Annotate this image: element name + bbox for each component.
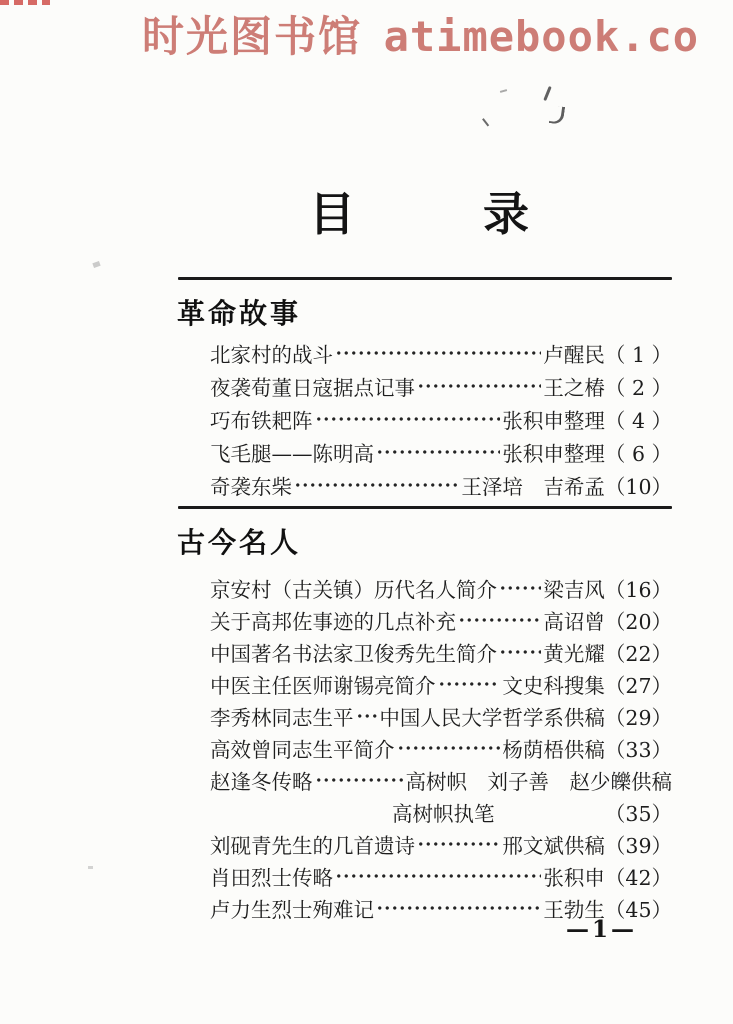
- entry-page-number: （22）: [604, 642, 672, 666]
- page-title: 目 录: [309, 187, 541, 241]
- entry-title: 夜袭荀董日寇据点记事: [210, 375, 415, 400]
- toc-entry: [210, 700, 672, 732]
- scan-noise: [549, 105, 565, 125]
- toc-entry: [210, 636, 672, 668]
- dot-leader: [356, 711, 378, 721]
- entry-author: 黄光耀: [543, 642, 605, 666]
- dot-leader: [335, 348, 541, 358]
- toc-entry: [210, 336, 672, 369]
- entry-page-number: （29）: [604, 706, 672, 730]
- continuation-text: 高树帜执笔: [392, 802, 495, 826]
- scan-noise: [88, 866, 93, 869]
- horizontal-rule: [178, 277, 672, 280]
- toc-entry-continuation: [210, 796, 672, 828]
- toc-entry: [210, 402, 672, 435]
- dot-leader: [397, 743, 501, 753]
- dot-leader: [458, 615, 541, 625]
- toc-entry: [210, 572, 672, 604]
- section-heading-famous-people: 古今名人: [177, 526, 302, 559]
- horizontal-rule: [178, 506, 672, 509]
- dot-leader: [438, 679, 501, 689]
- toc-list-section-1: [210, 336, 672, 502]
- entry-page-number: （16）: [604, 578, 672, 602]
- entry-author: 王泽培 吉希孟: [461, 475, 605, 500]
- entry-title: 中国著名书法家卫俊秀先生简介: [210, 642, 497, 666]
- scan-noise: [543, 86, 551, 101]
- toc-entry: [210, 604, 672, 636]
- entry-page-number: （ 2 ）: [604, 375, 672, 400]
- toc-entry: [210, 436, 672, 469]
- entry-author: 中国人民大学哲学系供稿: [379, 706, 605, 730]
- dot-leader: [335, 871, 541, 881]
- entry-title: 中医主任医师谢锡亮简介: [210, 674, 436, 698]
- scan-noise: [92, 261, 100, 268]
- entry-title: 卢力生烈士殉难记: [210, 898, 374, 922]
- entry-title: 李秀林同志生平: [210, 706, 354, 730]
- entry-title: 飞毛腿——陈明高: [210, 442, 374, 467]
- entry-page-number: （42）: [604, 866, 672, 890]
- entry-title: 肖田烈士传略: [210, 866, 333, 890]
- entry-author: 卢醒民: [543, 342, 605, 367]
- entry-author: 杨荫梧供稿: [502, 738, 605, 762]
- scan-noise: [482, 114, 494, 126]
- toc-entry: [210, 732, 672, 764]
- dot-leader: [499, 647, 541, 657]
- dot-leader: [417, 381, 541, 391]
- toc-list-section-2: [210, 572, 672, 924]
- entry-page-number: （ 1 ）: [604, 342, 672, 367]
- entry-page-number: （ 6 ）: [604, 442, 672, 467]
- entry-page-number: （33）: [604, 738, 672, 762]
- watermark: [142, 4, 699, 64]
- entry-page-number: （ 4 ）: [604, 408, 672, 433]
- entry-title: 巧布铁耙阵: [210, 408, 313, 433]
- section-heading-revolutionary-stories: 革命故事: [177, 297, 302, 330]
- entry-author: 梁吉风: [543, 578, 605, 602]
- entry-title: 关于高邦佐事迹的几点补充: [210, 610, 456, 634]
- toc-entry: [210, 764, 672, 796]
- red-corner-scan-mark: [0, 0, 50, 5]
- entry-author: 王之椿: [543, 375, 605, 400]
- entry-page-number: （27）: [604, 674, 672, 698]
- watermark-en-text: atimebook.co: [383, 12, 700, 61]
- entry-page-number: （20）: [604, 610, 672, 634]
- toc-entry: [210, 369, 672, 402]
- dot-leader: [499, 583, 541, 593]
- entry-author: 张积申整理: [502, 442, 605, 467]
- dot-leader: [315, 414, 501, 424]
- toc-entry: [210, 860, 672, 892]
- entry-page-number: （39）: [604, 834, 672, 858]
- toc-entry: [210, 469, 672, 502]
- entry-page-number: （10）: [604, 475, 672, 500]
- entry-title: 奇袭东柴: [210, 475, 292, 500]
- entry-author: 王勃生: [543, 898, 605, 922]
- entry-title: 赵逢冬传略: [210, 770, 313, 794]
- entry-title: 高效曾同志生平简介: [210, 738, 395, 762]
- entry-author: 邢文斌供稿: [502, 834, 605, 858]
- dot-leader: [417, 839, 500, 849]
- scan-noise: [500, 89, 507, 93]
- entry-author: 张积申: [543, 866, 605, 890]
- dot-leader: [376, 447, 500, 457]
- footer-page-number: —1—: [566, 916, 638, 943]
- dot-leader: [376, 903, 541, 913]
- entry-title: 北家村的战斗: [210, 342, 333, 367]
- toc-entry: [210, 668, 672, 700]
- entry-author: 高诏曾: [543, 610, 605, 634]
- dot-leader: [315, 775, 404, 785]
- entry-title: 京安村（古关镇）历代名人简介: [210, 578, 497, 602]
- entry-page-number: （35）: [604, 802, 672, 826]
- watermark-cn-text: 时光图书馆: [142, 13, 363, 60]
- entry-author: 高树帜 刘子善 赵少皪供稿: [405, 770, 672, 794]
- dot-leader: [294, 480, 459, 490]
- toc-entry: [210, 828, 672, 860]
- entry-title: 刘砚青先生的几首遗诗: [210, 834, 415, 858]
- entry-author: 文史科搜集: [502, 674, 605, 698]
- entry-page-number: （45）: [604, 898, 672, 922]
- entry-author: 张积申整理: [502, 408, 605, 433]
